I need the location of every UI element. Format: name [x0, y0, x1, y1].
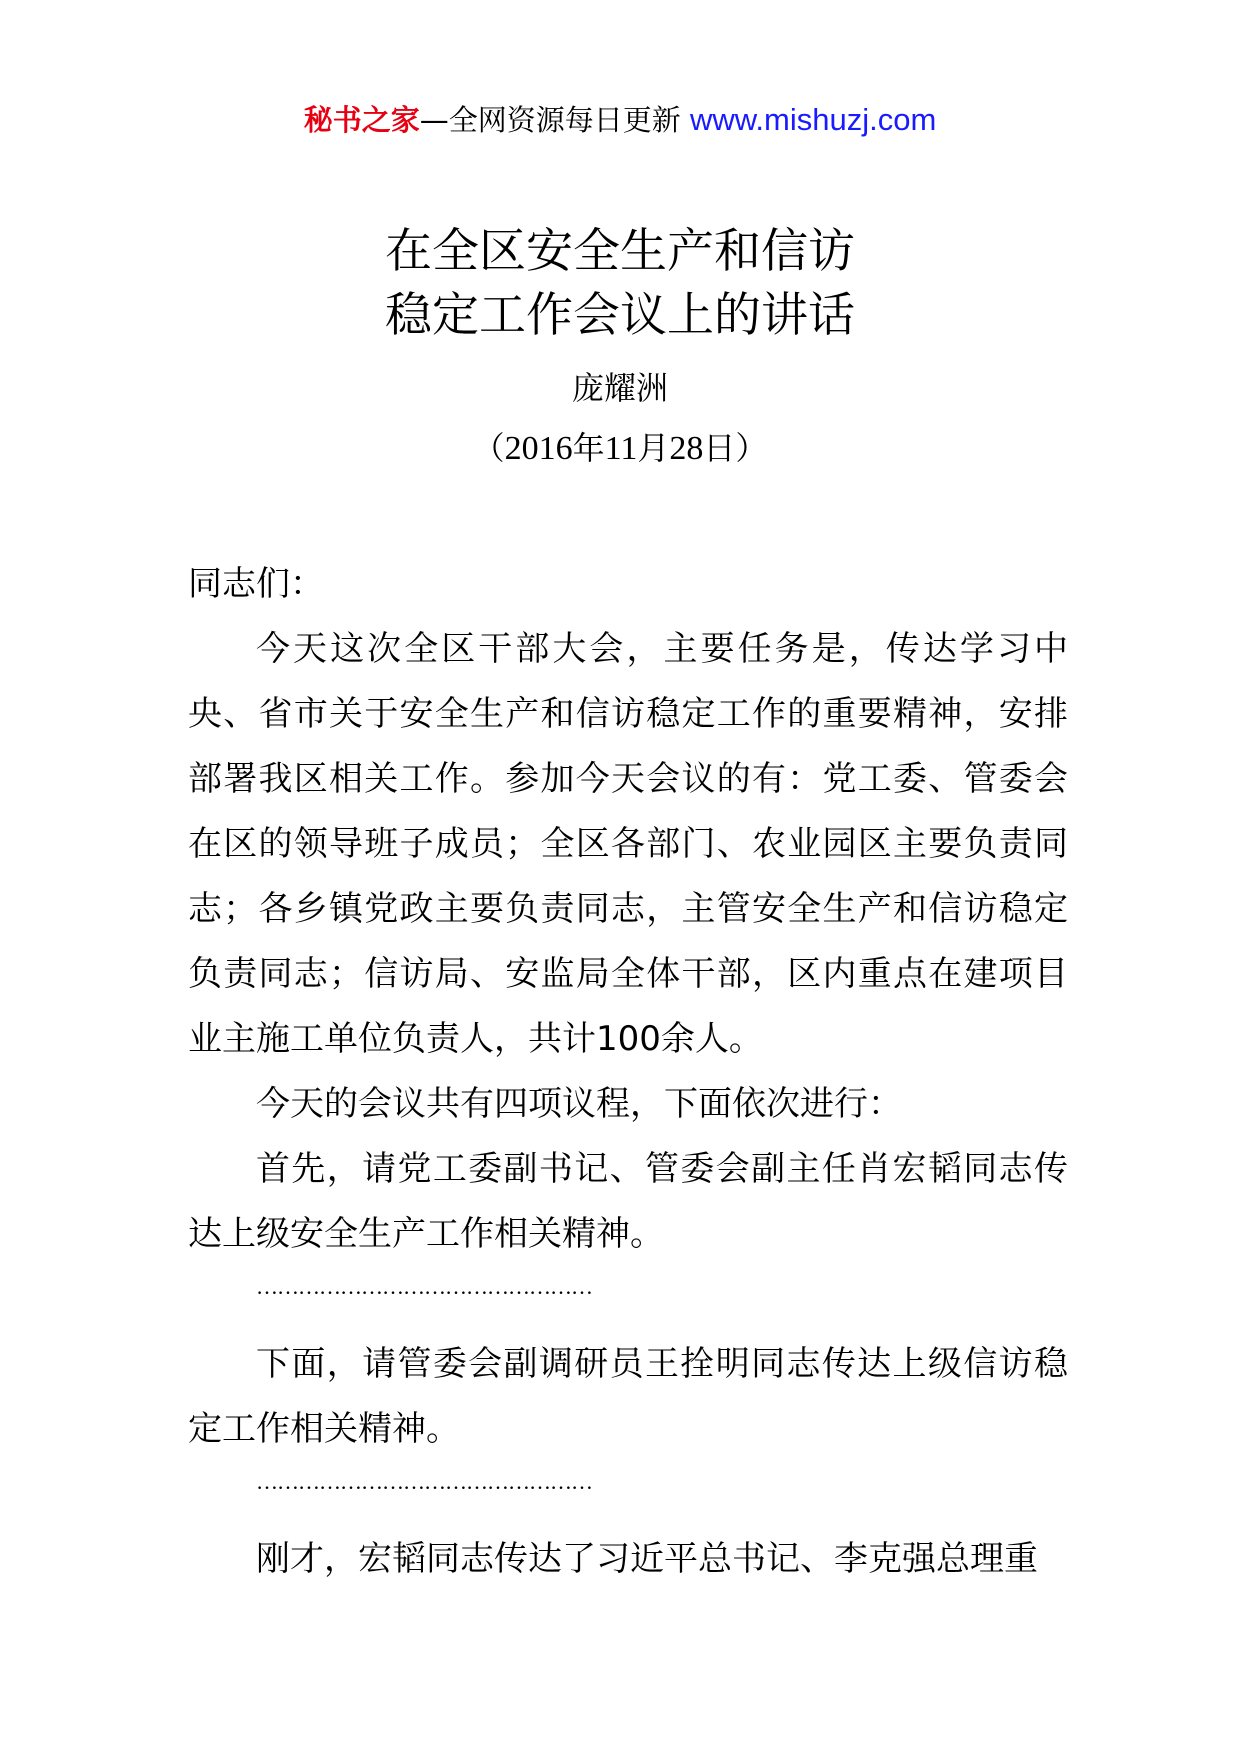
date-close-paren: ）	[735, 429, 768, 467]
paragraph-intro: 今天这次全区干部大会，主要任务是，传达学习中央、省市关于安全生产和信访稳定工作的重要精神，安排部署我区相关工作。参加今天会议的有：党工委、管委会在区的领导班子成员；全区各部门、农业园区主要负责同志；各乡镇党政主要负责同志，主管安全生产和信访稳定负责同志；信访局、安监局全体干部，区内重点在建项目业主施工单位负责人，共计100余人。	[188, 629, 1068, 1059]
date-month-char: 月	[637, 429, 670, 467]
speech-body	[188, 552, 1068, 1592]
paragraph-summary: 刚才，宏韬同志传达了习近平总书记、李克强总理重	[256, 1539, 1038, 1579]
title-line-2: 稳定工作会议上的讲话	[385, 288, 855, 343]
date-year-char: 年	[572, 429, 605, 467]
ellipsis-divider-1: …………………………………………	[256, 1274, 592, 1299]
date-year: 2016	[504, 430, 573, 467]
date-day: 28	[669, 430, 704, 467]
speech-date	[0, 426, 1240, 471]
site-header	[0, 100, 1240, 140]
document-title	[0, 220, 1240, 348]
date-day-char: 日	[703, 429, 736, 467]
paragraph-agenda: 今天的会议共有四项议程，下面依次进行：	[256, 1084, 902, 1124]
paragraph-second-item: 下面，请管委会副调研员王拴明同志传达上级信访稳定工作相关精神。	[188, 1344, 1068, 1449]
ellipsis-divider-2: …………………………………………	[256, 1469, 592, 1494]
date-month: 11	[604, 430, 638, 467]
paragraph-first-item: 首先，请党工委副书记、管委会副主任肖宏韬同志传达上级安全生产工作相关精神。	[188, 1149, 1068, 1254]
title-line-1: 在全区安全生产和信访	[385, 224, 855, 279]
site-url-link[interactable]: www.mishuzj.com	[689, 102, 937, 137]
author-name: 庞耀洲	[571, 369, 668, 407]
date-open-paren: （	[472, 429, 505, 467]
salutation: 同志们：	[188, 564, 324, 604]
brand-name: 秘书之家	[303, 103, 420, 137]
header-tagline: —全网资源每日更新	[419, 103, 681, 137]
